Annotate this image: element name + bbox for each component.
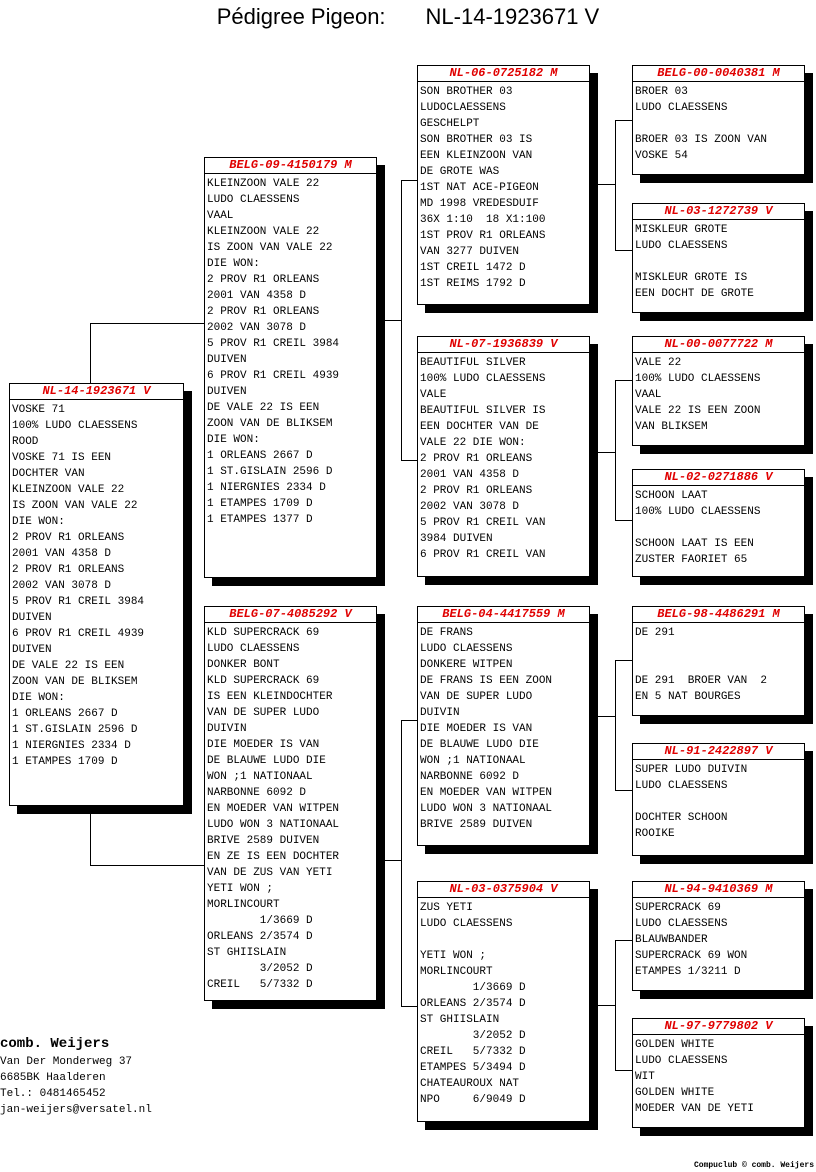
ring-number: BELG-07-4085292 V — [205, 607, 376, 623]
connector-line — [90, 323, 91, 383]
pigeon-detail-line: DIE WON: — [207, 434, 260, 446]
pigeon-detail-line: DIE MOEDER IS VAN — [207, 739, 320, 751]
pigeon-details — [205, 174, 376, 528]
pigeon-detail-line: 1ST REIMS 1792 D — [420, 278, 526, 290]
connector-line — [597, 716, 615, 717]
pigeon-detail-line: DONKERE WITPEN — [420, 659, 513, 671]
pigeon-detail-line: DUIVEN — [207, 386, 247, 398]
pigeon-detail-line: DUIVIN — [207, 723, 247, 735]
owner-name: comb. Weijers — [0, 1036, 110, 1052]
pigeon-detail-line: VALE 22 DIE WON: — [420, 437, 526, 449]
connector-line — [384, 860, 401, 861]
pigeon-detail-line: VAN BLIKSEM — [635, 421, 708, 433]
pigeon-detail-line: ZOON VAN DE BLIKSEM — [207, 418, 333, 430]
pigeon-details — [418, 623, 589, 833]
ring-number: NL-97-9779802 V — [633, 1019, 804, 1035]
pigeon-detail-line: BEAUTIFUL SILVER IS — [420, 405, 546, 417]
ring-number: BELG-98-4486291 M — [633, 607, 804, 623]
pigeon-detail-line: 100% LUDO CLAESSENS — [420, 373, 546, 385]
connector-line — [615, 520, 633, 521]
pigeon-detail-line: 1 ST.GISLAIN 2596 D — [207, 466, 333, 478]
pigeon-card-ggg1 — [632, 65, 805, 175]
pigeon-detail-line: EEN KLEINZOON VAN — [420, 150, 533, 162]
ring-number: NL-00-0077722 M — [633, 337, 804, 353]
pigeon-card-dam-dam — [417, 881, 590, 1122]
pigeon-detail-line: BRIVE 2589 DUIVEN — [420, 819, 533, 831]
pigeon-detail-line: SON BROTHER 03 — [420, 86, 513, 98]
pigeon-detail-line: LUDO CLAESSENS — [635, 918, 728, 930]
pigeon-detail-line — [635, 116, 804, 132]
pigeon-detail-line — [635, 641, 804, 657]
pigeon-detail-line: BEAUTIFUL SILVER — [420, 357, 526, 369]
pigeon-detail-line: LUDO CLAESSENS — [635, 1055, 728, 1067]
connector-line — [615, 790, 633, 791]
pigeon-detail-line: VAN DE SUPER LUDO — [420, 691, 533, 703]
pigeon-detail-line: NARBONNE 6092 D — [207, 787, 307, 799]
pigeon-card-ggg7 — [632, 881, 805, 991]
pigeon-detail-line: ZUS YETI — [420, 902, 473, 914]
connector-line — [615, 1070, 633, 1071]
connector-line — [615, 940, 633, 941]
pigeon-detail-line: 3984 DUIVEN — [420, 533, 493, 545]
pigeon-detail-line: LUDO CLAESSENS — [420, 643, 513, 655]
pigeon-detail-line: 5 PROV R1 CREIL 3984 — [207, 338, 340, 350]
pigeon-detail-line: EEN DOCHT DE GROTE — [635, 288, 754, 300]
pigeon-detail-line: IS ZOON VAN VALE 22 — [207, 242, 333, 254]
connector-line — [615, 380, 633, 381]
pigeon-detail-line: 1 NIERGNIES 2334 D — [12, 740, 131, 752]
connector-line — [615, 120, 616, 250]
pigeon-detail-line: 3/2052 D — [420, 1030, 526, 1042]
connector-line — [615, 660, 633, 661]
connector-line — [401, 720, 402, 1006]
pigeon-details — [633, 623, 804, 705]
pigeon-detail-line: 6 PROV R1 CREIL 4939 — [207, 370, 340, 382]
pigeon-detail-line: KLEINZOON VALE 22 — [12, 484, 125, 496]
title-ring: NL-14-1923671 V — [425, 4, 600, 29]
pigeon-details — [633, 220, 804, 302]
pigeon-card-sire — [204, 157, 377, 578]
pigeon-card-ggg5 — [632, 606, 805, 716]
pigeon-detail-line: BROER 03 — [635, 86, 688, 98]
pigeon-detail-line: VAN DE ZUS VAN YETI — [207, 867, 333, 879]
ring-number: NL-06-0725182 M — [418, 66, 589, 82]
pigeon-detail-line: LUDO CLAESSENS — [420, 918, 513, 930]
connector-line — [615, 120, 633, 121]
footer-credit: Compuclub © comb. Weijers — [693, 1161, 814, 1170]
ring-number: NL-94-9410369 M — [633, 882, 804, 898]
pigeon-detail-line: GOLDEN WHITE — [635, 1087, 715, 1099]
pigeon-detail-line: DONKER BONT — [207, 659, 280, 671]
pigeon-detail-line: VAAL — [207, 210, 234, 222]
pigeon-detail-line: MORLINCOURT — [420, 966, 493, 978]
connector-line — [90, 323, 204, 324]
pigeon-detail-line: GOLDEN WHITE — [635, 1039, 715, 1051]
connector-line — [90, 865, 204, 866]
connector-line — [615, 660, 616, 790]
page-title — [0, 4, 816, 30]
pigeon-detail-line: 1 ORLEANS 2667 D — [207, 450, 313, 462]
pigeon-detail-line: ETAMPES 1/3211 D — [635, 966, 741, 978]
pigeon-detail-line: DE 291 — [635, 627, 675, 639]
pigeon-detail-line: DUIVEN — [12, 612, 52, 624]
owner-block — [0, 1034, 152, 1118]
pigeon-card-ggg2 — [632, 203, 805, 313]
pigeon-detail-line: WIT — [635, 1071, 655, 1083]
pigeon-detail-line: DE BLAUWE LUDO DIE — [420, 739, 539, 751]
pigeon-detail-line: EN 5 NAT BOURGES — [635, 691, 741, 703]
pigeon-detail-line — [635, 657, 804, 673]
pigeon-detail-line: 2 PROV R1 ORLEANS — [420, 453, 533, 465]
pigeon-details — [633, 898, 804, 980]
pigeon-detail-line: DE VALE 22 IS EEN — [207, 402, 320, 414]
pigeon-detail-line: ROOD — [12, 436, 39, 448]
ring-number: NL-02-0271886 V — [633, 470, 804, 486]
pigeon-detail-line: CREIL 5/7332 D — [207, 979, 313, 991]
pigeon-detail-line: ORLEANS 2/3574 D — [207, 931, 313, 943]
pigeon-detail-line: SUPERCRACK 69 WON — [635, 950, 748, 962]
pigeon-detail-line: EN ZE IS EEN DOCHTER — [207, 851, 340, 863]
connector-line — [401, 180, 402, 460]
pigeon-detail-line: 2 PROV R1 ORLEANS — [207, 274, 320, 286]
pigeon-detail-line: YETI WON ; — [420, 950, 487, 962]
ring-number: NL-03-1272739 V — [633, 204, 804, 220]
title-label: Pédigree Pigeon: — [216, 4, 386, 29]
pigeon-detail-line: BRIVE 2589 DUIVEN — [207, 835, 320, 847]
pigeon-detail-line: SON BROTHER 03 IS — [420, 134, 533, 146]
pigeon-detail-line: 36X 1:10 18 X1:100 — [420, 214, 546, 226]
pigeon-card-sire-dam — [417, 336, 590, 577]
ring-number: NL-03-0375904 V — [418, 882, 589, 898]
pigeon-details — [10, 400, 183, 770]
pigeon-detail-line: KLEINZOON VALE 22 — [207, 178, 320, 190]
pigeon-detail-line: VOSKE 71 — [12, 404, 65, 416]
pigeon-detail-line: DIE WON: — [12, 692, 65, 704]
connector-line — [401, 720, 417, 721]
pigeon-detail-line: VALE — [420, 389, 447, 401]
pigeon-detail-line: KLEINZOON VALE 22 — [207, 226, 320, 238]
pigeon-detail-line: 2001 VAN 4358 D — [12, 548, 112, 560]
pigeon-detail-line: SCHOON LAAT — [635, 490, 708, 502]
pigeon-detail-line: 6 PROV R1 CREIL VAN — [420, 549, 546, 561]
pigeon-detail-line: MORLINCOURT — [207, 899, 280, 911]
pigeon-card-ggg6 — [632, 743, 805, 856]
pigeon-detail-line: DUIVIN — [420, 707, 460, 719]
pigeon-card-subject — [9, 383, 184, 806]
pigeon-detail-line: GESCHELPT — [420, 118, 480, 130]
connector-line — [597, 184, 615, 185]
pigeon-detail-line: 2 PROV R1 ORLEANS — [207, 306, 320, 318]
pigeon-detail-line: 1 ORLEANS 2667 D — [12, 708, 118, 720]
pigeon-card-dam-sire — [417, 606, 590, 846]
pigeon-detail-line: MOEDER VAN DE YETI — [635, 1103, 754, 1115]
pigeon-detail-line: CHATEAUROUX NAT — [420, 1078, 520, 1090]
ring-number: BELG-04-4417559 M — [418, 607, 589, 623]
pigeon-detail-line: IS EEN KLEINDOCHTER — [207, 691, 333, 703]
pigeon-detail-line: DE BLAUWE LUDO DIE — [207, 755, 326, 767]
pigeon-detail-line: DE FRANS IS EEN ZOON — [420, 675, 553, 687]
ring-number: NL-91-2422897 V — [633, 744, 804, 760]
pigeon-detail-line: LUDO WON 3 NATIONAAL — [420, 803, 553, 815]
pigeon-detail-line: MD 1998 VREDESDUIF — [420, 198, 539, 210]
pigeon-detail-line: MISKLEUR GROTE IS — [635, 272, 748, 284]
pigeon-detail-line: DE 291 BROER VAN 2 — [635, 675, 768, 687]
pigeon-detail-line: 100% LUDO CLAESSENS — [635, 373, 761, 385]
pigeon-detail-line: NPO 6/9049 D — [420, 1094, 526, 1106]
pigeon-detail-line: EN MOEDER VAN WITPEN — [207, 803, 340, 815]
pigeon-detail-line: LUDO CLAESSENS — [207, 194, 300, 206]
pigeon-detail-line: 6 PROV R1 CREIL 4939 — [12, 628, 145, 640]
pigeon-detail-line: DUIVEN — [207, 354, 247, 366]
ring-number: BELG-00-0040381 M — [633, 66, 804, 82]
pigeon-detail-line: VAAL — [635, 389, 662, 401]
pigeon-detail-line: 1ST CREIL 1472 D — [420, 262, 526, 274]
connector-line — [597, 1005, 615, 1006]
pigeon-detail-line: DIE WON: — [207, 258, 260, 270]
pigeon-detail-line: DOCHTER VAN — [12, 468, 85, 480]
pigeon-detail-line: 100% LUDO CLAESSENS — [12, 420, 138, 432]
pigeon-detail-line: LUDOCLAESSENS — [420, 102, 506, 114]
pigeon-detail-line: MISKLEUR GROTE — [635, 224, 728, 236]
pigeon-details — [633, 82, 804, 164]
pigeon-detail-line: 1ST PROV R1 ORLEANS — [420, 230, 546, 242]
pigeon-detail-line: ROOIKE — [635, 828, 675, 840]
pigeon-detail-line: 1 ETAMPES 1709 D — [207, 498, 313, 510]
pigeon-details — [205, 623, 376, 993]
owner-city: 6685BK Haalderen — [0, 1072, 106, 1084]
pigeon-detail-line: 1 ETAMPES 1709 D — [12, 756, 118, 768]
pigeon-detail-line: ZOON VAN DE BLIKSEM — [12, 676, 138, 688]
pigeon-detail-line: KLD SUPERCRACK 69 — [207, 627, 320, 639]
connector-line — [597, 452, 615, 453]
pigeon-card-ggg8 — [632, 1018, 805, 1128]
owner-address: Van Der Monderweg 37 — [0, 1056, 133, 1068]
pigeon-card-dam — [204, 606, 377, 1001]
pigeon-detail-line: VALE 22 IS EEN ZOON — [635, 405, 761, 417]
connector-line — [384, 320, 401, 321]
pigeon-card-ggg3 — [632, 336, 805, 446]
pigeon-detail-line: LUDO CLAESSENS — [635, 102, 728, 114]
pigeon-detail-line: 1ST NAT ACE-PIGEON — [420, 182, 539, 194]
pigeon-detail-line: LUDO CLAESSENS — [207, 643, 300, 655]
pigeon-detail-line: 2001 VAN 4358 D — [207, 290, 307, 302]
pigeon-detail-line: DIE MOEDER IS VAN — [420, 723, 533, 735]
owner-email: jan-weijers@versatel.nl — [0, 1104, 152, 1116]
pigeon-detail-line — [635, 254, 804, 270]
pigeon-detail-line: 3/2052 D — [207, 963, 313, 975]
pigeon-detail-line: CREIL 5/7332 D — [420, 1046, 526, 1058]
ring-number: NL-14-1923671 V — [10, 384, 183, 400]
pigeon-detail-line: LUDO CLAESSENS — [635, 240, 728, 252]
connector-line — [615, 380, 616, 520]
pigeon-detail-line: SUPERCRACK 69 — [635, 902, 721, 914]
pigeon-detail-line: 1 ST.GISLAIN 2596 D — [12, 724, 138, 736]
pigeon-detail-line: 2001 VAN 4358 D — [420, 469, 520, 481]
pigeon-detail-line: DUIVEN — [12, 644, 52, 656]
connector-line — [615, 940, 616, 1070]
pigeon-detail-line: DE VALE 22 IS EEN — [12, 660, 125, 672]
pigeon-detail-line: 2 PROV R1 ORLEANS — [420, 485, 533, 497]
pigeon-detail-line: 1 NIERGNIES 2334 D — [207, 482, 326, 494]
pigeon-detail-line: EN MOEDER VAN WITPEN — [420, 787, 553, 799]
pigeon-detail-line: ST GHIISLAIN — [420, 1014, 500, 1026]
pigeon-detail-line: EEN DOCHTER VAN DE — [420, 421, 539, 433]
pigeon-detail-line: 1/3669 D — [207, 915, 313, 927]
pigeon-details — [418, 82, 589, 292]
pigeon-detail-line: IS ZOON VAN VALE 22 — [12, 500, 138, 512]
pigeon-details — [633, 760, 804, 842]
pigeon-details — [633, 486, 804, 568]
pigeon-detail-line: ETAMPES 5/3494 D — [420, 1062, 526, 1074]
pigeon-detail-line: 5 PROV R1 CREIL VAN — [420, 517, 546, 529]
pigeon-card-ggg4 — [632, 469, 805, 577]
pigeon-detail-line: SCHOON LAAT IS EEN — [635, 538, 754, 550]
pigeon-detail-line: DOCHTER SCHOON — [635, 812, 728, 824]
pigeon-detail-line: YETI WON ; — [207, 883, 274, 895]
pigeon-detail-line: NARBONNE 6092 D — [420, 771, 520, 783]
pigeon-detail-line: 1 ETAMPES 1377 D — [207, 514, 313, 526]
connector-line — [401, 1006, 417, 1007]
pigeon-detail-line: WON ;1 NATIONAAL — [420, 755, 526, 767]
pigeon-detail-line: SUPER LUDO DUIVIN — [635, 764, 748, 776]
pigeon-detail-line: VOSKE 71 IS EEN — [12, 452, 112, 464]
pigeon-detail-line: DE FRANS — [420, 627, 473, 639]
pigeon-detail-line: VALE 22 — [635, 357, 682, 369]
pigeon-detail-line: 2 PROV R1 ORLEANS — [12, 532, 125, 544]
pigeon-details — [418, 353, 589, 563]
pigeon-detail-line: ORLEANS 2/3574 D — [420, 998, 526, 1010]
pigeon-card-sire-sire — [417, 65, 590, 305]
pigeon-detail-line: KLD SUPERCRACK 69 — [207, 675, 320, 687]
connector-line — [615, 250, 633, 251]
pigeon-detail-line — [420, 932, 589, 948]
pigeon-detail-line — [635, 520, 804, 536]
pigeon-detail-line: ST GHIISLAIN — [207, 947, 287, 959]
pigeon-detail-line: VAN DE SUPER LUDO — [207, 707, 320, 719]
pigeon-detail-line: DIE WON: — [12, 516, 65, 528]
ring-number: BELG-09-4150179 M — [205, 158, 376, 174]
pigeon-detail-line: LUDO WON 3 NATIONAAL — [207, 819, 340, 831]
connector-line — [401, 460, 417, 461]
pigeon-detail-line: 100% LUDO CLAESSENS — [635, 506, 761, 518]
pigeon-details — [418, 898, 589, 1108]
owner-phone: Tel.: 0481465452 — [0, 1088, 106, 1100]
pigeon-detail-line — [635, 794, 804, 810]
pigeon-detail-line: 5 PROV R1 CREIL 3984 — [12, 596, 145, 608]
ring-number: NL-07-1936839 V — [418, 337, 589, 353]
connector-line — [90, 806, 91, 865]
pigeon-detail-line: 2002 VAN 3078 D — [207, 322, 307, 334]
pigeon-detail-line: WON ;1 NATIONAAL — [207, 771, 313, 783]
pigeon-detail-line: VAN 3277 DUIVEN — [420, 246, 520, 258]
pigeon-details — [633, 1035, 804, 1117]
pigeon-detail-line: 2002 VAN 3078 D — [420, 501, 520, 513]
pigeon-detail-line: DE GROTE WAS — [420, 166, 500, 178]
connector-line — [401, 180, 417, 181]
pigeon-detail-line: LUDO CLAESSENS — [635, 780, 728, 792]
pigeon-detail-line: 1/3669 D — [420, 982, 526, 994]
pigeon-detail-line: VOSKE 54 — [635, 150, 688, 162]
pigeon-detail-line: 2 PROV R1 ORLEANS — [12, 564, 125, 576]
pigeon-details — [633, 353, 804, 435]
pigeon-detail-line: 2002 VAN 3078 D — [12, 580, 112, 592]
pigeon-detail-line: ZUSTER FAORIET 65 — [635, 554, 748, 566]
pigeon-detail-line: BLAUWBANDER — [635, 934, 708, 946]
pigeon-detail-line: BROER 03 IS ZOON VAN — [635, 134, 768, 146]
